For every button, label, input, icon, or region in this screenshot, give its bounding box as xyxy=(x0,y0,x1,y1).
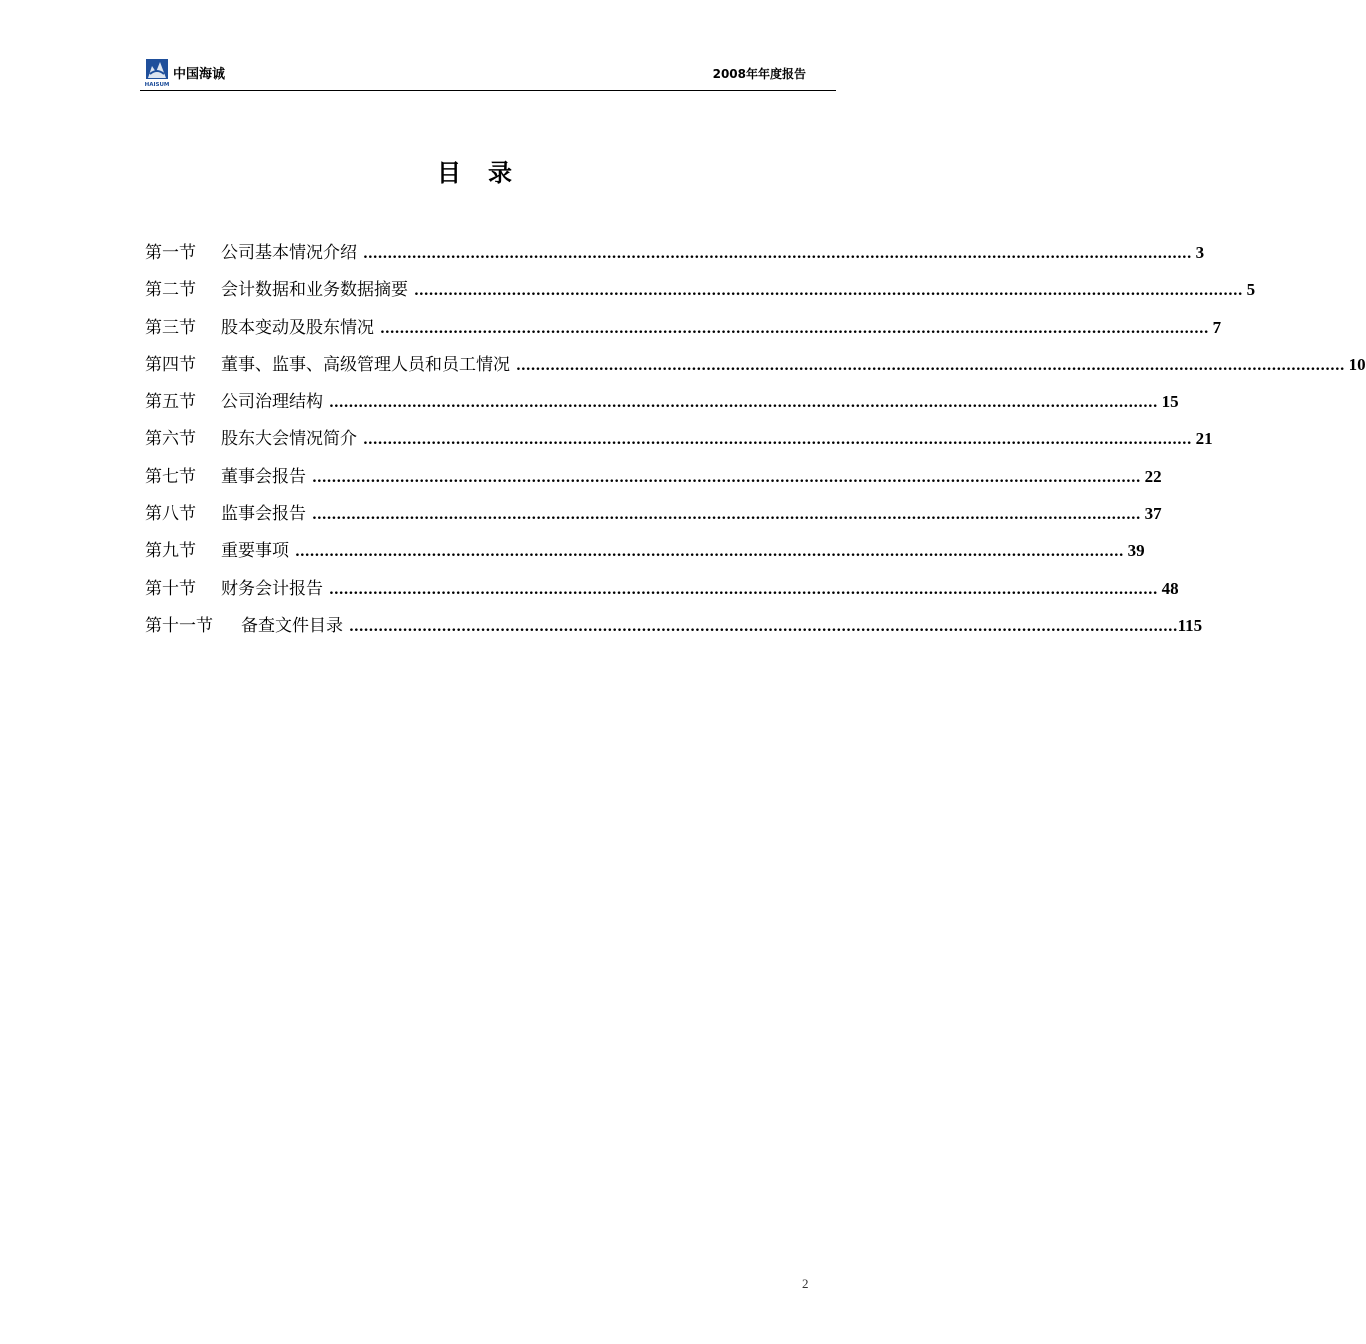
toc-entry[interactable] xyxy=(145,275,1256,312)
toc-page-number: 22 xyxy=(1144,466,1162,486)
toc-section-number: 第三节 xyxy=(145,317,196,338)
toc-page-number: 15 xyxy=(1161,392,1179,412)
toc-page-number: 39 xyxy=(1127,541,1145,561)
toc-page-number: 5 xyxy=(1246,280,1256,300)
toc-entry[interactable] xyxy=(145,499,1162,536)
toc-heading-left: 目 xyxy=(437,159,462,187)
toc-leader: .......................................................................................................................................................................... xyxy=(329,581,1158,598)
toc-section-title: 公司治理结构 xyxy=(221,392,323,413)
toc-section-number: 第五节 xyxy=(145,392,196,413)
toc-entry[interactable] xyxy=(145,350,1366,387)
toc-leader: .......................................................................................................................................................................... xyxy=(516,357,1345,374)
toc-heading-right: 录 xyxy=(488,159,513,187)
toc-section-number: 第一节 xyxy=(145,243,196,263)
toc-section-title: 会计数据和业务数据摘要 xyxy=(221,280,408,301)
toc-leader: .......................................................................................................................................................................... xyxy=(312,469,1141,486)
toc-leader: .......................................................................................................................................................................... xyxy=(295,544,1124,561)
toc-entry[interactable] xyxy=(145,387,1179,424)
toc-leader: .......................................................................................................................................................................... xyxy=(349,618,1178,635)
toc-section-title: 公司基本情况介绍 xyxy=(221,243,357,263)
toc-section-title: 财务会计报告 xyxy=(221,578,323,599)
company-logo-icon xyxy=(142,56,172,88)
toc-leader: .......................................................................................................................................................................... xyxy=(329,395,1158,412)
report-title: 2008年年度报告 xyxy=(712,67,806,81)
toc-section-title: 股本变动及股东情况 xyxy=(221,317,374,338)
toc-section-number: 第四节 xyxy=(145,354,196,375)
toc-section-number: 第六节 xyxy=(145,429,196,450)
toc-entry[interactable] xyxy=(145,574,1179,611)
toc-leader: .......................................................................................................................................................................... xyxy=(312,507,1141,524)
toc-entry[interactable] xyxy=(145,536,1145,573)
toc-section-title: 备查文件目录 xyxy=(241,615,343,636)
toc-heading xyxy=(0,153,950,188)
toc-leader: .......................................................................................................................................................................... xyxy=(363,246,1192,262)
toc-page-number: 48 xyxy=(1161,578,1179,598)
toc-section-number: 第七节 xyxy=(145,466,196,487)
toc-entry[interactable] xyxy=(145,424,1213,461)
table-of-contents xyxy=(145,238,1366,648)
toc-leader: .......................................................................................................................................................................... xyxy=(380,320,1209,337)
toc-entry[interactable] xyxy=(145,238,1205,275)
toc-entry[interactable] xyxy=(145,462,1162,499)
toc-page-number: 10 xyxy=(1348,354,1366,374)
toc-leader: .......................................................................................................................................................................... xyxy=(363,432,1192,449)
toc-page-number: 115 xyxy=(1177,615,1203,635)
toc-page-number: 21 xyxy=(1195,429,1213,449)
logo-text: HAISUM xyxy=(144,82,170,88)
toc-section-title: 重要事项 xyxy=(221,541,289,562)
toc-section-number: 第二节 xyxy=(145,280,196,301)
toc-section-number: 第八节 xyxy=(145,504,196,525)
page-number: 2 xyxy=(802,1276,809,1291)
toc-section-number: 第九节 xyxy=(145,541,196,562)
toc-page-number: 37 xyxy=(1144,504,1162,524)
toc-entry[interactable] xyxy=(145,611,1203,648)
toc-page-number: 7 xyxy=(1212,317,1222,337)
toc-leader: .......................................................................................................................................................................... xyxy=(414,283,1243,300)
toc-section-number: 第十一节 xyxy=(145,615,213,636)
toc-section-title: 股东大会情况简介 xyxy=(221,429,357,450)
company-name: 中国海诚 xyxy=(173,67,226,82)
toc-section-title: 董事、监事、高级管理人员和员工情况 xyxy=(221,354,510,375)
toc-section-number: 第十节 xyxy=(145,578,196,599)
toc-section-title: 董事会报告 xyxy=(221,466,306,487)
toc-entry[interactable] xyxy=(145,313,1222,350)
toc-section-title: 监事会报告 xyxy=(221,504,306,525)
page-header xyxy=(140,54,836,91)
toc-page-number: 3 xyxy=(1195,243,1205,262)
